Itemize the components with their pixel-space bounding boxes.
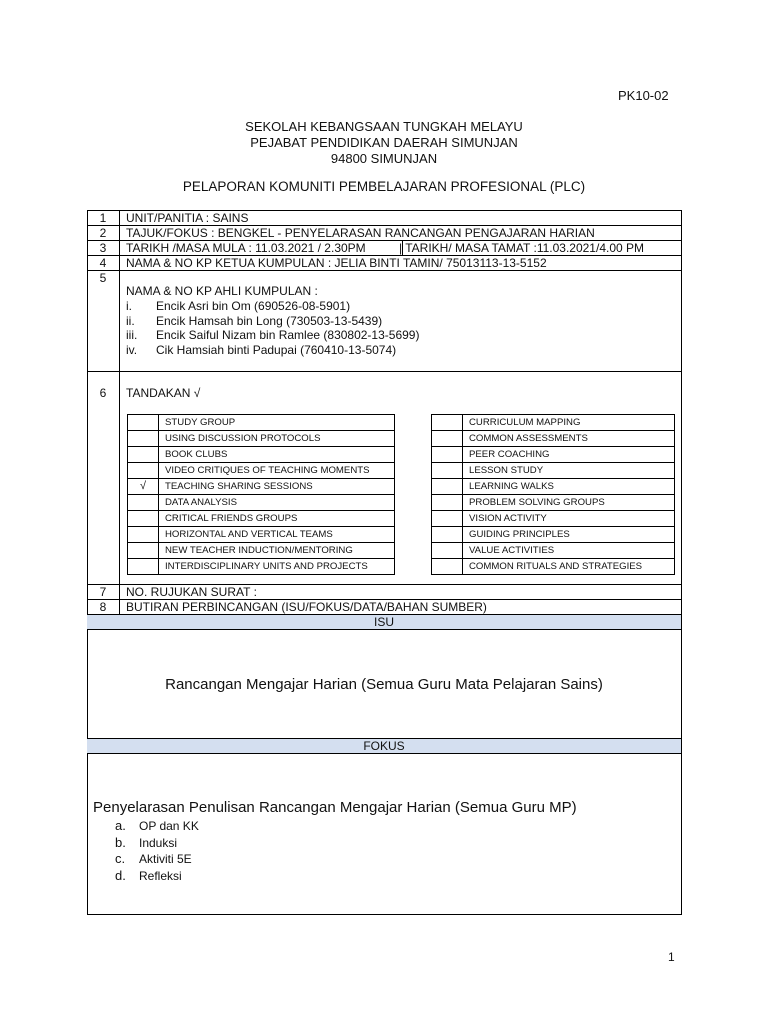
checklist-label: GUIDING PRINCIPLES [463, 527, 675, 543]
checklist-row [432, 527, 675, 543]
checkbox[interactable] [128, 431, 159, 447]
member-item [126, 343, 396, 357]
tajuk-fokus: TAJUK/FOKUS : BENGKEL - PENYELARASAN RANCANGAN PENGAJARAN HARIAN [126, 226, 595, 240]
members-heading: NAMA & NO KP AHLI KUMPULAN : [126, 284, 318, 298]
checklist-label: VISION ACTIVITY [463, 511, 675, 527]
checkbox[interactable] [432, 431, 463, 447]
start-datetime: TARIKH /MASA MULA : 11.03.2021 / 2.30PM [126, 241, 366, 255]
checklist-row [128, 463, 395, 479]
checklist-row [128, 559, 395, 575]
checklist-label: TEACHING SHARING SESSIONS [159, 479, 395, 495]
row-number: 6 [99, 386, 107, 400]
fokus-item [115, 868, 182, 883]
reference-letter: NO. RUJUKAN SURAT : [126, 585, 257, 599]
member-name: Encik Saiful Nizam bin Ramlee (830802-13-5699) [156, 328, 420, 342]
isu-header: ISU [87, 614, 681, 630]
fokus-text: Penyelarasan Penulisan Rancangan Mengajar Harian (Semua Guru MP) [93, 799, 577, 816]
fokus-item [115, 835, 177, 850]
checkbox[interactable] [128, 415, 159, 431]
row-number: 2 [99, 226, 107, 240]
checklist-row [128, 479, 395, 495]
list-marker: a. [115, 818, 126, 833]
checklist-label: COMMON RITUALS AND STRATEGIES [463, 559, 675, 575]
member-name: Cik Hamsiah binti Padupai (760410-13-5074) [156, 343, 397, 357]
row-number: 8 [99, 600, 107, 614]
checklist-label: HORIZONTAL AND VERTICAL TEAMS [159, 527, 395, 543]
row-number: 5 [99, 271, 107, 285]
member-roman: i. [126, 299, 132, 313]
checklist-row [432, 415, 675, 431]
list-marker: b. [115, 835, 126, 850]
end-datetime: | TARIKH/ MASA TAMAT :11.03.2021/4.00 PM [399, 241, 645, 255]
fokus-item-text: Refleksi [139, 869, 182, 883]
checklist-row [128, 431, 395, 447]
row-number: 1 [99, 211, 107, 225]
fokus-header: FOKUS [87, 738, 681, 754]
row-number: 4 [99, 256, 107, 270]
member-name: Encik Hamsah bin Long (730503-13-5439) [156, 314, 383, 328]
tandakan-label: TANDAKAN √ [126, 386, 201, 400]
checklist-row [128, 495, 395, 511]
checkbox[interactable] [432, 447, 463, 463]
checkbox[interactable] [128, 495, 159, 511]
checklist-row [128, 447, 395, 463]
row-number: 7 [99, 585, 107, 599]
page-number: 1 [668, 950, 675, 964]
checklist-label: STUDY GROUP [159, 415, 395, 431]
checklist-label: COMMON ASSESSMENTS [463, 431, 675, 447]
checklist-label: CURRICULUM MAPPING [463, 415, 675, 431]
fokus-item-text: OP dan KK [139, 819, 199, 833]
checklist-row [128, 527, 395, 543]
checkbox[interactable] [432, 415, 463, 431]
checklist-label: PROBLEM SOLVING GROUPS [463, 495, 675, 511]
group-leader: NAMA & NO KP KETUA KUMPULAN : JELIA BINTI TAMIN/ 75013113-13-5152 [126, 256, 547, 270]
checklist-row [432, 447, 675, 463]
checklist-row [432, 463, 675, 479]
checklist-label: INTERDISCIPLINARY UNITS AND PROJECTS [159, 559, 395, 575]
checkbox-checked[interactable]: √ [128, 479, 159, 495]
checklist-row [432, 479, 675, 495]
school-name: SEKOLAH KEBANGSAAN TUNGKAH MELAYU [245, 119, 523, 134]
checkbox[interactable] [128, 447, 159, 463]
checkbox[interactable] [432, 559, 463, 575]
fokus-item-text: Aktiviti 5E [139, 852, 192, 866]
checklist-row [432, 495, 675, 511]
checkbox[interactable] [128, 527, 159, 543]
checklist-row [432, 543, 675, 559]
list-marker: c. [115, 851, 126, 866]
member-name: Encik Asri bin Om (690526-08-5901) [156, 299, 351, 313]
member-item [126, 299, 350, 313]
checkbox[interactable] [128, 463, 159, 479]
checkbox[interactable] [128, 543, 159, 559]
report-title: PELAPORAN KOMUNITI PEMBELAJARAN PROFESIONAL (PLC) [182, 179, 586, 194]
checkbox[interactable] [432, 543, 463, 559]
fokus-item [115, 851, 192, 866]
checklist-label: CRITICAL FRIENDS GROUPS [159, 511, 395, 527]
discussion-details: BUTIRAN PERBINCANGAN (ISU/FOKUS/DATA/BAHAN SUMBER) [126, 600, 487, 614]
checkbox[interactable] [128, 511, 159, 527]
unit-panitia: UNIT/PANITIA : SAINS [126, 211, 249, 225]
member-roman: iii. [126, 328, 138, 342]
checkbox[interactable] [128, 559, 159, 575]
document-code: PK10-02 [618, 88, 669, 103]
list-marker: d. [115, 868, 126, 883]
checklist-row [128, 415, 395, 431]
activity-checklist-left [127, 414, 395, 575]
checklist-label: VALUE ACTIVITIES [463, 543, 675, 559]
checklist-row [432, 431, 675, 447]
checklist-label: PEER COACHING [463, 447, 675, 463]
postcode: 94800 SIMUNJAN [330, 151, 438, 166]
checklist-label: USING DISCUSSION PROTOCOLS [159, 431, 395, 447]
checklist-row [432, 559, 675, 575]
fokus-item [115, 818, 199, 833]
checklist-label: DATA ANALYSIS [159, 495, 395, 511]
checklist-label: NEW TEACHER INDUCTION/MENTORING [159, 543, 395, 559]
district-office: PEJABAT PENDIDIKAN DAERAH SIMUNJAN [250, 135, 518, 150]
checklist-row [128, 511, 395, 527]
member-item [126, 328, 419, 342]
member-roman: ii. [126, 314, 135, 328]
checkbox[interactable] [432, 495, 463, 511]
checkbox[interactable] [432, 527, 463, 543]
checklist-label: BOOK CLUBS [159, 447, 395, 463]
checklist-row [128, 543, 395, 559]
activity-checklist-right [431, 414, 675, 575]
row-number: 3 [99, 241, 107, 255]
checkbox[interactable] [432, 479, 463, 495]
checklist-label: VIDEO CRITIQUES OF TEACHING MOMENTS [159, 463, 395, 479]
member-item [126, 314, 382, 328]
checklist-label: LEARNING WALKS [463, 479, 675, 495]
checklist-label: LESSON STUDY [463, 463, 675, 479]
checkbox[interactable] [432, 463, 463, 479]
member-roman: iv. [126, 343, 138, 357]
isu-text: Rancangan Mengajar Harian (Semua Guru Mata Pelajaran Sains) [165, 676, 603, 693]
fokus-item-text: Induksi [139, 836, 178, 850]
checkbox[interactable] [432, 511, 463, 527]
checklist-row [432, 511, 675, 527]
